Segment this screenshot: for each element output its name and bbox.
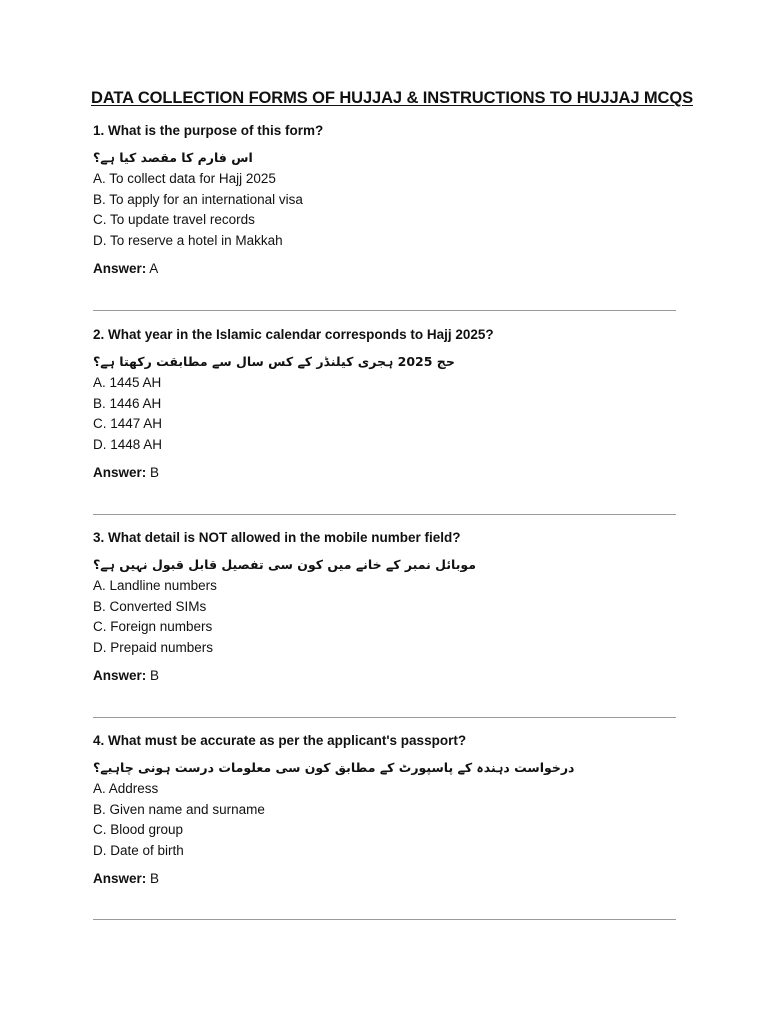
option-a: A. To collect data for Hajj 2025 (93, 171, 276, 186)
option-b: B. Given name and surname (93, 801, 265, 817)
option-c: C. Blood group (93, 822, 184, 837)
answer-label: Answer: (93, 668, 147, 683)
question-block (93, 733, 676, 887)
option-d: D. 1448 AH (93, 436, 163, 452)
option-c: C. To update travel records (93, 212, 255, 227)
option-d: D. To reserve a hotel in Makkah (93, 232, 283, 248)
question-text: 2. What year in the Islamic calendar corresponds to Hajj 2025? (93, 327, 494, 342)
question-urdu-text: درخواست دہندہ کے پاسپورٹ کے مطابق کون سی معلومات درست ہونی چاہیے؟ (93, 760, 575, 775)
answer-value: B (150, 465, 160, 480)
options-list (93, 576, 676, 658)
answer-label: Answer: (93, 465, 147, 480)
options-list (93, 779, 676, 861)
question-block (93, 327, 676, 481)
options-list (93, 373, 676, 455)
question-text: 4. What must be accurate as per the applicant's passport? (93, 733, 467, 748)
option-b: B. Converted SIMs (93, 598, 207, 614)
answer-line (93, 871, 676, 887)
option-a: A. Address (93, 781, 159, 796)
question-block (93, 123, 676, 277)
answer-value: A (149, 261, 159, 276)
options-list (93, 169, 676, 251)
question-urdu-line (93, 353, 676, 370)
answer-value: B (150, 871, 160, 886)
option-b: B. 1446 AH (93, 395, 162, 411)
question-urdu-line (93, 759, 676, 776)
section-divider (93, 717, 676, 718)
question-urdu-text: موبائل نمبر کے خانے میں کون سی تفصیل قابل قبول نہیں ہے؟ (93, 557, 476, 572)
document-title: DATA COLLECTION FORMS OF HUJJAJ & INSTRUCTIONS TO HUJJAJ MCQS (91, 89, 693, 107)
section-divider (93, 919, 676, 920)
answer-line (93, 261, 676, 277)
option-b: B. To apply for an international visa (93, 191, 303, 207)
question-urdu-line (93, 149, 676, 166)
answer-label: Answer: (93, 871, 147, 886)
answer-line (93, 465, 676, 481)
section-divider (93, 514, 676, 515)
answer-line (93, 668, 676, 684)
option-c: C. 1447 AH (93, 416, 163, 431)
question-urdu-line (93, 556, 676, 573)
option-a: A. 1445 AH (93, 375, 162, 390)
option-c: C. Foreign numbers (93, 619, 213, 634)
question-text: 1. What is the purpose of this form? (93, 123, 324, 138)
question-urdu-text: حج 2025 ہجری کیلنڈر کے کس سال سے مطابقت رکھتا ہے؟ (93, 354, 455, 369)
section-divider (93, 310, 676, 311)
question-text: 3. What detail is NOT allowed in the mobile number field? (93, 530, 461, 545)
option-d: D. Prepaid numbers (93, 639, 214, 655)
option-a: A. Landline numbers (93, 578, 217, 593)
question-urdu-text: اس فارم کا مقصد کیا ہے؟ (93, 150, 253, 165)
question-block (93, 530, 676, 684)
answer-label: Answer: (93, 261, 147, 276)
option-d: D. Date of birth (93, 842, 184, 858)
answer-value: B (150, 668, 160, 683)
